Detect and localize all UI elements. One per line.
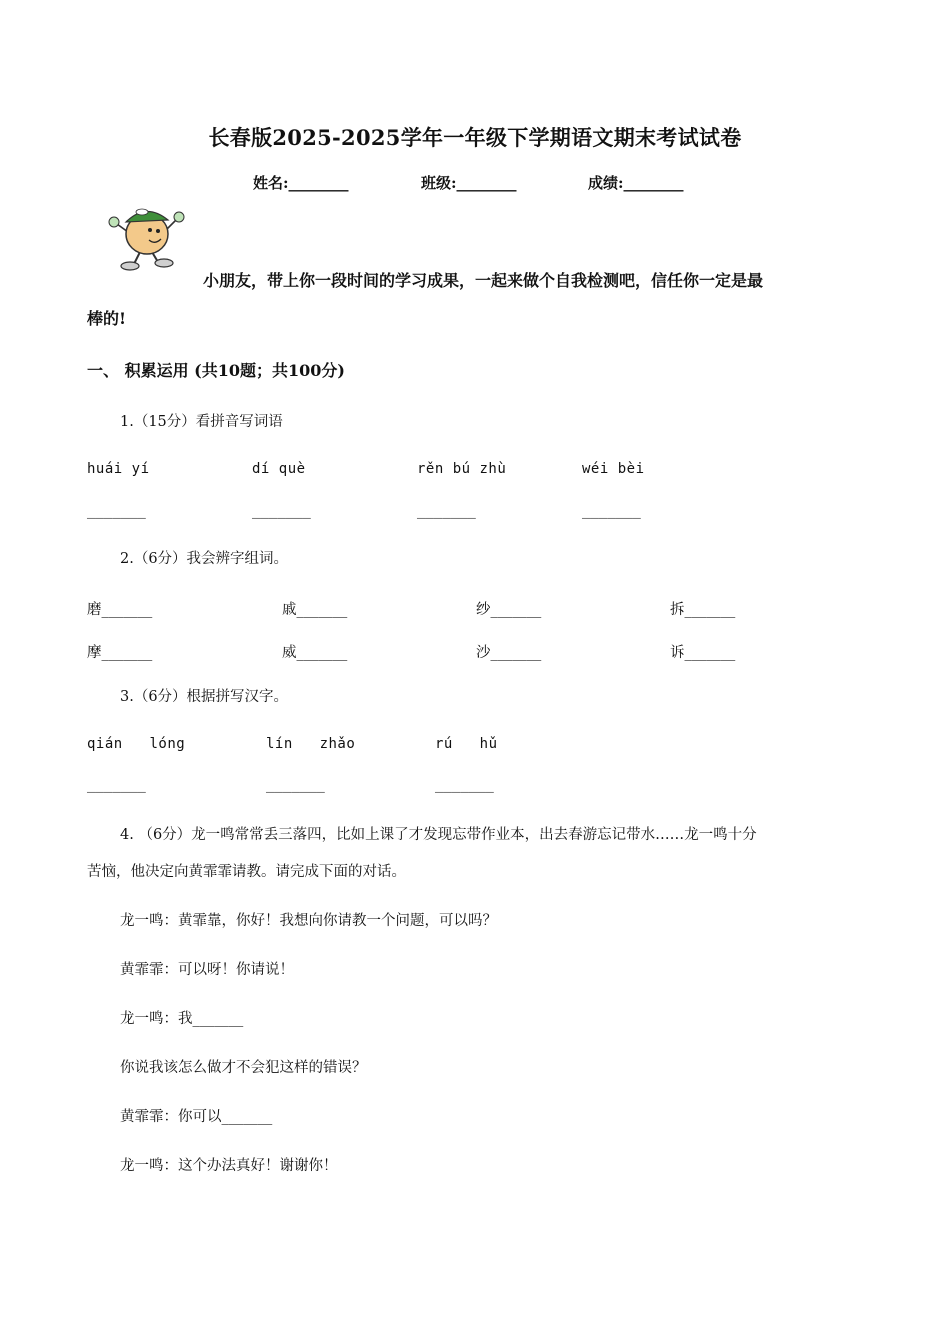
q3-pinyin-2: lín zhǎo [266,736,356,752]
q2-row1-item-1[interactable]: 磨_______ [87,602,153,618]
q2-row1-item-3[interactable]: 纱_______ [476,602,542,618]
class-field[interactable]: 班级:________ [421,174,517,192]
q1-pinyin-4: wéi bèi [582,461,645,477]
question-4-title-line-2: 苦恼，他决定向黄霏霏请教。请完成下面的对话。 [87,864,406,880]
mascot-illustration [100,200,200,275]
q2-row1-item-2[interactable]: 戚_______ [282,602,348,618]
dialog-line-2: 黄霏霏：可以呀！你请说！ [120,962,294,978]
question-3-title: 3.（6分）根据拼写汉字。 [120,689,289,705]
q1-pinyin-1: huái yí [87,461,150,477]
name-field[interactable]: 姓名:________ [253,174,349,192]
question-2-title: 2.（6分）我会辨字组词。 [120,551,289,567]
q3-pinyin-3: rú hǔ [435,736,498,752]
q3-pinyin-1: qián lóng [87,736,186,752]
dialog-line-5-blank[interactable]: 黄霏霏：你可以_______ [120,1109,273,1125]
q3-answer-blank-1[interactable]: _______ [87,780,146,796]
intro-line-1: 小朋友，带上你一段时间的学习成果，一起来做个自我检测吧，信任你一定是最 [203,271,764,290]
score-field[interactable]: 成绩:________ [588,174,684,192]
q3-answer-blank-3[interactable]: _______ [435,780,494,796]
q2-row2-item-4[interactable]: 诉_______ [670,645,736,661]
dialog-line-1: 龙一鸣：黄霏靠，你好！我想向你请教一个问题，可以吗？ [120,913,497,929]
q2-row1-item-4[interactable]: 拆_______ [670,602,736,618]
q1-answer-blank-3[interactable]: _______ [417,506,476,522]
dialog-line-4: 你说我该怎么做才不会犯这样的错误？ [120,1060,367,1076]
q1-pinyin-2: dí què [252,461,306,477]
q1-answer-blank-1[interactable]: _______ [87,506,146,522]
intro-line-2: 棒的! [87,309,127,328]
q1-pinyin-3: rěn bú zhù [417,461,507,477]
question-4-title-line-1: 4. （6分）龙一鸣常常丢三落四，比如上课了才发现忘带作业本，出去春游忘记带水……龙一鸣十分 [120,827,757,843]
q2-row2-item-1[interactable]: 摩_______ [87,645,153,661]
question-1-title: 1.（15分）看拼音写词语 [120,414,283,430]
q2-row2-item-3[interactable]: 沙_______ [476,645,542,661]
q1-answer-blank-2[interactable]: _______ [252,506,311,522]
page-title: 长春版2025-2025学年一年级下学期语文期末考试试卷 [208,125,742,150]
dialog-line-6: 龙一鸣：这个办法真好！谢谢你！ [120,1158,338,1174]
q3-answer-blank-2[interactable]: _______ [266,780,325,796]
q1-answer-blank-4[interactable]: _______ [582,506,641,522]
q2-row2-item-2[interactable]: 威_______ [282,645,348,661]
section-heading: 一、 积累运用 (共10题；共100分) [87,361,345,380]
dialog-line-3-blank[interactable]: 龙一鸣：我_______ [120,1011,244,1027]
